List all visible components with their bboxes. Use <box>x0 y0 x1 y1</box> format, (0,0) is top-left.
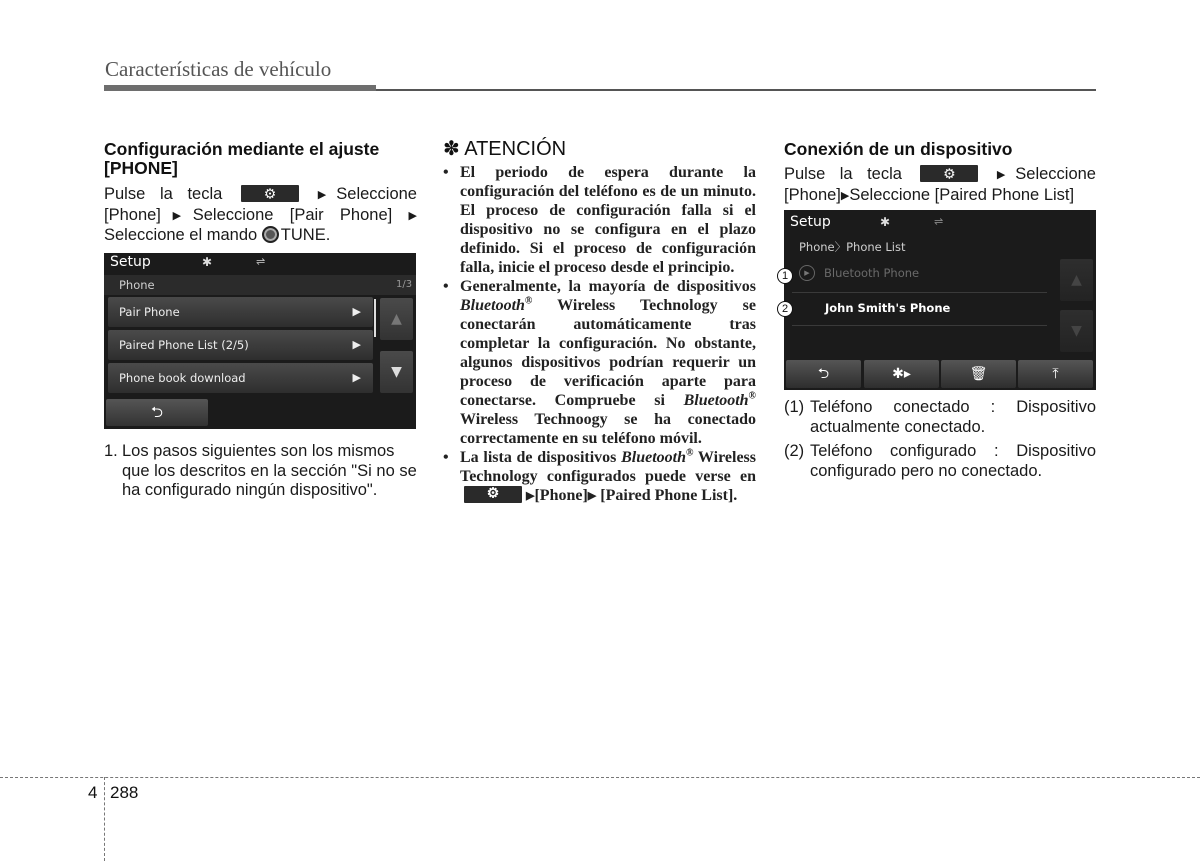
scroll-down-button[interactable]: ▼ <box>380 351 413 393</box>
menu-item-paired-phone-list[interactable]: Paired Phone List (2/5) ▶ <box>108 330 373 360</box>
arrow-right-icon: ▶ <box>160 209 193 222</box>
screen-subtitle: Phone <box>119 278 155 292</box>
setup-key-icon: ⚙ <box>920 165 978 182</box>
instruction-line-2: [Phone]▶Seleccione [Pair Phone] ▶ <box>104 205 417 224</box>
attention-item: • La lista de dispositivos Bluetooth® Wireless Technology configurados puede verse en ⚙ ▶[Phone]▶ [Paired Phone List]. <box>443 448 756 506</box>
note-list <box>104 442 417 501</box>
page-header-title: Características de vehículo <box>105 57 332 81</box>
footer-divider <box>104 777 105 861</box>
trash-icon: 🗑 <box>969 366 988 382</box>
scroll-up-button[interactable]: ▲ <box>1060 259 1093 301</box>
column-pair-phone <box>104 140 417 246</box>
attention-list <box>443 163 756 506</box>
footer-rule <box>0 777 1200 778</box>
scroll-up-button[interactable]: ▲ <box>380 298 413 340</box>
header-bar <box>104 85 376 91</box>
move-top-button[interactable] <box>1018 360 1093 388</box>
back-button[interactable] <box>106 399 208 426</box>
tune-knob-icon <box>262 226 279 243</box>
arrow-right-icon: ▶ <box>352 371 361 384</box>
device-row-connected[interactable]: ▶ Bluetooth Phone <box>792 259 1047 287</box>
callout-2: 2 <box>777 301 793 317</box>
phone-setup-screen <box>104 253 416 429</box>
instruction-line-1: Pulse la tecla ⚙ ▶Seleccione <box>104 185 417 203</box>
scroll-down-button[interactable]: ▼ <box>1060 310 1093 352</box>
callout-1: 1 <box>777 268 793 284</box>
attention-item: • El periodo de espera durante la configuración del teléfono es de un minuto. El proceso de configuración falla si el dispositivo no se configura en el plazo definido. Si el proceso de configuración falla, inicie el proceso desde el principio. <box>443 163 756 277</box>
bluetooth-icon: ✱ <box>202 255 213 269</box>
attention-heading: ✽ ATENCIÓN <box>443 138 567 160</box>
move-to-top-icon: ⤒ <box>1052 366 1059 382</box>
back-button[interactable] <box>786 360 861 388</box>
attention-item: • Generalmente, la mayoría de dispositivos Bluetooth® Wireless Technology se conectarán automáticamente tras completar la configuración. No obstante, algunos dispositivos podrían requerir un proceso de verificación aparte para conectarse. Compruebe si Bluetooth® Wireless Technoogy se ha conectado correctamente en su teléfono móvil. <box>443 277 756 448</box>
delete-button[interactable] <box>941 360 1016 388</box>
phone-list-screen <box>784 210 1096 390</box>
usb-icon: ⇌ <box>256 255 266 268</box>
bluetooth-arrow-icon: ✱▸ <box>892 366 911 382</box>
menu-item-phone-book-download[interactable]: Phone book download ▶ <box>108 363 373 393</box>
arrow-right-icon: ▶ <box>996 169 1016 181</box>
back-icon: ⮌ <box>817 366 830 382</box>
page-number: 288 <box>110 783 139 802</box>
scrollbar[interactable] <box>374 299 376 337</box>
instruction-line-2: [Phone]▶Seleccione [Paired Phone List] <box>784 185 1075 204</box>
chapter-number: 4 <box>88 783 98 802</box>
arrow-right-icon: ▶ <box>408 209 417 222</box>
instruction-line-3: Seleccione el mando TUNE. <box>104 226 331 244</box>
arrow-right-icon: ▶ <box>352 305 361 318</box>
back-icon: ⮌ <box>150 403 163 421</box>
screen-title: Setup <box>110 254 151 270</box>
play-icon: ▶ <box>799 265 815 281</box>
section-heading: Conexión de un dispositivo <box>784 139 1013 159</box>
header-rule <box>376 89 1096 91</box>
column-connect-device <box>784 140 1096 206</box>
column-attention <box>443 140 756 506</box>
arrow-right-icon: ▶ <box>352 338 361 351</box>
arrow-right-icon: ▶ <box>840 189 850 202</box>
page-indicator: 1/3 <box>396 279 413 290</box>
arrow-right-icon: ▶ <box>317 189 337 201</box>
callout-notes <box>784 398 1096 481</box>
callout-note: (1) Teléfono conectado : Dispositivo actualmente conectado. <box>784 398 1096 436</box>
device-row-configured[interactable]: John Smith's Phone <box>825 301 951 315</box>
section-heading: Configuración mediante el ajuste [PHONE] <box>104 139 380 178</box>
bluetooth-icon: ✱ <box>880 215 891 229</box>
setup-key-icon: ⚙ <box>241 185 299 202</box>
callout-note: (2) Teléfono configurado : Dispositivo configurado pero no conectado. <box>784 442 1096 480</box>
arrow-right-icon: ▶ <box>526 490 535 502</box>
note-item: 1. Los pasos siguientes son los mismos que los descritos en la sección "Si no se ha configurado ningún dispositivo". <box>104 442 417 499</box>
instruction-line-1: Pulse la tecla ⚙ ▶Seleccione <box>784 165 1096 183</box>
bluetooth-connect-button[interactable] <box>864 360 939 388</box>
arrow-right-icon: ▶ <box>587 490 597 502</box>
screen-path: Phone〉Phone List <box>799 240 906 254</box>
setup-key-icon: ⚙ <box>464 486 522 503</box>
screen-title: Setup <box>790 214 831 230</box>
menu-item-pair-phone[interactable]: Pair Phone ▶ <box>108 297 373 327</box>
usb-icon: ⇌ <box>934 215 944 228</box>
